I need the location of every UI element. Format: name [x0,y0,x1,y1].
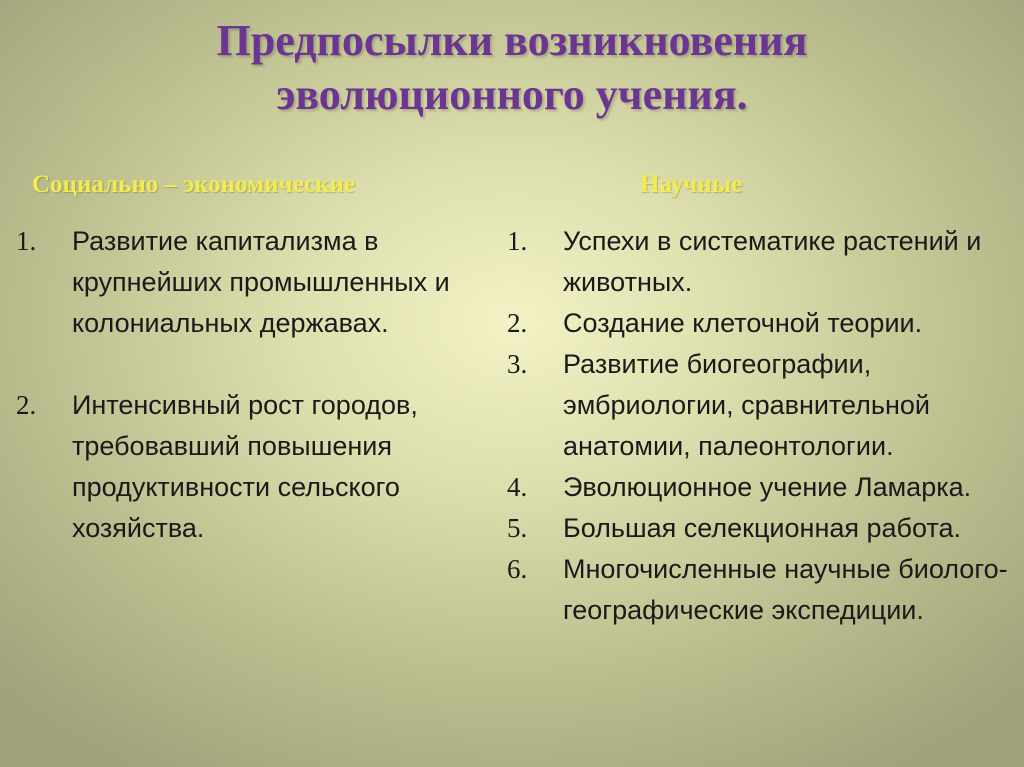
list-item-number: 6. [507,554,528,584]
list-item-text: Многочисленные научные биолого-географические экспедиции. [563,554,1008,625]
list-item-text: Успехи в систематике растений и животных. [563,226,982,297]
list-item-number: 1. [507,226,528,256]
list-item-text: Интенсивный рост городов, требовавший повышения продуктивности сельского хозяйства. [72,390,418,543]
list-item-text: Развитие биогеографии, эмбриологии, сравнительной анатомии, палеонтологии. [563,349,930,461]
slide-title [0,14,1024,122]
list-item [16,385,506,549]
social-economic-list [16,221,506,549]
title-line-1: Предпосылки возникновения [216,16,808,65]
column-heading-social-economic: Социально – экономические [32,171,355,198]
list-item-number: 4. [507,472,528,502]
list-item-number: 2. [507,308,528,338]
scientific-list [507,221,1019,631]
list-item-text: Большая селекционная работа. [563,513,961,543]
title-line-2: эволюционного учения. [276,70,748,119]
list-item [507,303,1019,344]
list-item [507,344,1019,467]
list-item-number: 1. [16,226,37,256]
list-item [507,221,1019,303]
list-item-text: Создание клеточной теории. [563,308,923,338]
list-item [16,221,506,344]
list-item-text: Эволюционное учение Ламарка. [563,472,972,502]
column-heading-scientific: Научные [640,171,743,198]
list-item [507,549,1019,631]
list-item-number: 2. [16,390,37,420]
list-item [507,467,1019,508]
list-item-number: 3. [507,349,528,379]
list-item [507,508,1019,549]
list-item-text: Развитие капитализма в крупнейших промышленных и колониальных державах. [72,226,450,338]
list-item-number: 5. [507,513,528,543]
